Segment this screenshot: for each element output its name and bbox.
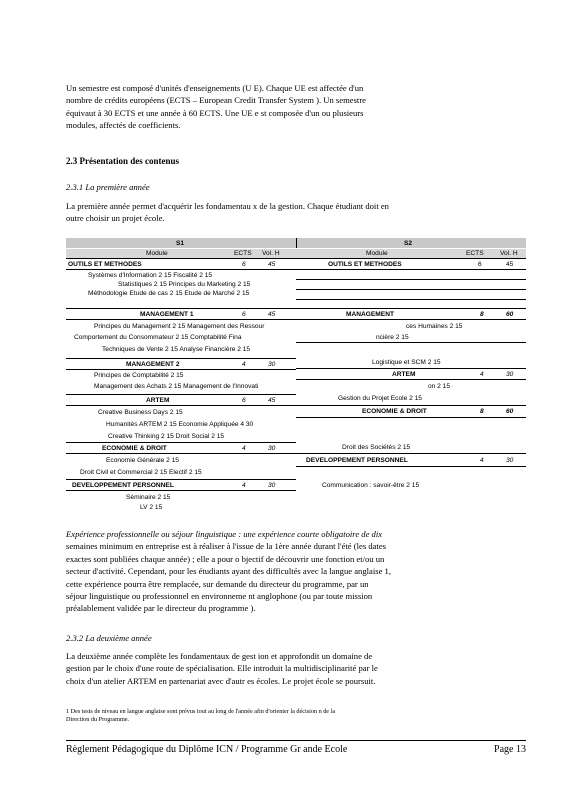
experience-line: séjour linguistique ou professionnel en environneme nt anglophone (ou par toute mission [66, 591, 373, 602]
s2-ects: 4 [480, 371, 484, 378]
s1-item: Principes du Management 2 15 Management des Ressour [94, 323, 265, 330]
intro-line: modules, affectés de coefficients. [66, 120, 181, 131]
s1-group-artem: ARTEM [146, 397, 170, 404]
page-number: Page 13 [494, 744, 526, 755]
s2-group-economie: ECONOMIE & DROIT [362, 408, 427, 415]
s2-vol: 45 [506, 261, 514, 268]
s2-ects: 4 [480, 457, 484, 464]
s2-group-outils: OUTILS ET METHODES [328, 261, 402, 268]
s1-col-volh: Vol. H [262, 250, 280, 257]
s2-item: ces Humaines 2 15 [406, 323, 463, 330]
s1-item: Séminaire 2 15 [126, 494, 171, 501]
s2-item: on 2 15 [428, 383, 450, 390]
s2-group-management: MANAGEMENT [346, 311, 394, 318]
s1-ects: 6 [242, 261, 246, 268]
semester-s1-label: S1 [176, 240, 185, 247]
intro-line: Un semestre est composé d'unités d'enseignements (U E). Chaque UE est affectée d'un [66, 83, 364, 93]
s2-col-volh: Vol. H [500, 250, 518, 257]
s2-ects: 8 [480, 311, 484, 318]
experience-line: semaines minimum en entreprise est à réaliser à l'issue de la 1ère année durant l'été (les dates [66, 541, 386, 552]
subsection-heading-first-year: 2.3.1 La première année [66, 182, 150, 192]
s1-item: Creative Business Days 2 15 [98, 409, 183, 416]
s1-item: Management des Achats 2 15 Management de l'Innovati [94, 383, 259, 390]
experience-line: Expérience professionnelle ou séjour linguistique : une expérience courte obligatoire de dix [66, 529, 383, 539]
s2-vol: 60 [506, 311, 514, 318]
s1-item: Méthodologie Etude de cas 2 15 Etude de Marché 2 15 [88, 290, 250, 297]
s1-ects: 6 [242, 397, 246, 404]
s1-group-management2: MANAGEMENT 2 [126, 361, 180, 368]
intro-line: nombre de crédits européens (ECTS – European Credit Transfer System ). Un semestre [66, 95, 366, 106]
s1-item: Droit Civil et Commercial 2 15 Electif 2 15 [80, 469, 202, 476]
s2-col-module: Module [366, 250, 388, 257]
s2-ects: 6 [478, 261, 482, 268]
experience-line: cette expérience pourra être remplacée, sur demande du directeur du programme, par un [66, 578, 369, 589]
experience-line: secteur d'activité. Cependant, pour les étudiants ayant des difficultés avec la langue anglaise 1, [66, 566, 391, 577]
first-year-line: La première année permet d'acquérir les fondamentau x de la gestion. Chaque étudiant doit en [66, 201, 389, 211]
s1-group-management1: MANAGEMENT 1 [140, 311, 194, 318]
section-heading: 2.3 Présentation des contenus [66, 156, 179, 166]
s1-item: Creative Thinking 2 15 Droit Social 2 15 [108, 433, 225, 440]
s1-item: Techniques de Vente 2 15 Analyse Financière 2 15 [102, 346, 251, 353]
second-year-line: La deuxième année complète les fondamentaux de gest ion et approfondit un domaine de [66, 651, 373, 661]
s1-item: Humanités ARTEM 2 15 Economie Appliquée 4 30 [106, 421, 254, 428]
intro-paragraph [66, 82, 516, 132]
s1-col-module: Module [146, 250, 168, 257]
first-year-line: outre choisir un projet école. [66, 213, 165, 224]
s1-vol: 45 [268, 397, 276, 404]
s1-col-ects: ECTS [234, 250, 252, 257]
s1-vol: 30 [268, 482, 276, 489]
footnote-line: 1 Des tests de niveau en langue anglaise sont prévus tout au long de l'année afin d'orienter la décision n de la [66, 708, 336, 715]
s2-item: Droit des Sociétés 2 15 [342, 444, 411, 451]
s2-group-developpement: DEVELOPPEMENT PERSONNEL [306, 457, 408, 464]
s1-item: LV 2 15 [140, 504, 163, 511]
experience-line: préalablement validée par le directeur du programme ). [66, 603, 256, 614]
first-year-paragraph [66, 200, 516, 225]
s2-item: ncière 2 15 [376, 334, 409, 341]
s2-group-artem: ARTEM [392, 371, 416, 378]
intro-line: équivaut à 30 ECTS et une année à 60 ECTS. Une UE e st composée d'un ou plusieurs [66, 107, 364, 118]
footnote [66, 708, 516, 724]
s1-item: Principes de Comptabilité 2 15 [94, 372, 184, 379]
column-header-row [66, 249, 526, 258]
second-year-line: gestion par le choix d'une route de spécialisation. Elle introduit la multidisciplinarité par le [66, 663, 378, 674]
footnote-line: Direction du Programme. [66, 716, 130, 723]
experience-line: exactes sont publiées chaque année) ; elle a pour o bjectif de découvrir une fonction et/ou un [66, 553, 385, 564]
s1-ects: 4 [242, 445, 246, 452]
second-year-paragraph [66, 650, 516, 687]
s2-vol: 30 [506, 457, 514, 464]
s1-vol: 45 [268, 311, 276, 318]
s1-item: Statistiques 2 15 Principes du Marketing 2 15 [118, 281, 251, 288]
experience-paragraph [66, 528, 516, 615]
s1-vol: 45 [268, 261, 276, 268]
s1-group-outils: OUTILS ET METHODES [68, 261, 142, 268]
second-year-line: choix d'un atelier ARTEM en partenariat avec d'autr es écoles. Le projet école se poursuit. [66, 675, 376, 686]
s1-item: Economie Générale 2 15 [106, 457, 179, 464]
s2-item: Communication : savoir-être 2 15 [322, 482, 420, 489]
s2-col-ects: ECTS [466, 250, 484, 257]
s1-vol: 30 [268, 361, 276, 368]
s1-ects: 4 [242, 361, 246, 368]
s1-group-economie: ECONOMIE & DROIT [102, 445, 167, 452]
s1-vol: 30 [268, 445, 276, 452]
subsection-heading-second-year: 2.3.2 La deuxième année [66, 633, 152, 643]
s1-ects: 6 [242, 311, 246, 318]
s1-group-developpement: DEVELOPPEMENT PERSONNEL [72, 482, 174, 489]
s2-vol: 60 [506, 408, 514, 415]
s1-ects: 4 [242, 482, 246, 489]
s2-item: Gestion du Projet Ecole 2 15 [338, 395, 422, 402]
curriculum-table [66, 238, 526, 510]
s2-ects: 8 [480, 408, 484, 415]
s2-item: Logistique et SCM 2 15 [372, 359, 441, 366]
s1-item: Systèmes d'Information 2 15 Fiscalité 2 15 [88, 272, 213, 279]
semester-s2-label: S2 [404, 240, 413, 247]
footer-title: Règlement Pédagogique du Diplôme ICN / Programme Gr ande Ecole [66, 744, 348, 755]
footer-rule [66, 740, 526, 741]
s2-vol: 30 [506, 371, 514, 378]
s1-item: Comportement du Consommateur 2 15 Comptabilité Fina [74, 334, 242, 341]
